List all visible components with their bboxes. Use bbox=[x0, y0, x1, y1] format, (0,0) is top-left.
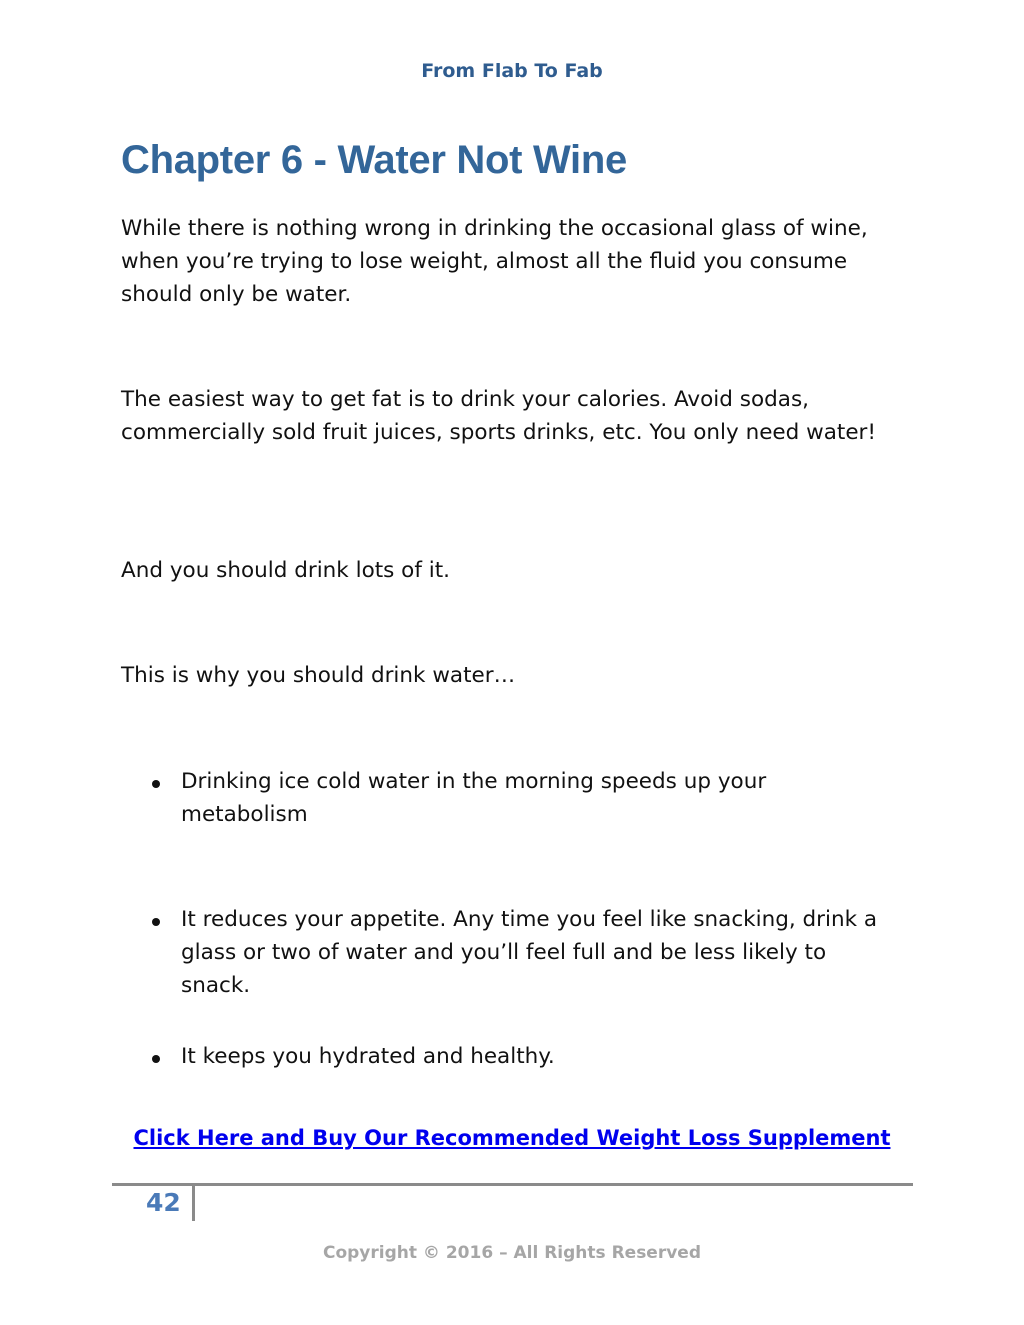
paragraph-calories: The easiest way to get fat is to drink your calories. Avoid sodas, commercially sold fruit juices, sports drinks, etc. You only need water! bbox=[121, 387, 877, 445]
bullet-item-appetite bbox=[121, 903, 901, 1002]
bullet-text: It keeps you hydrated and healthy. bbox=[181, 1044, 555, 1069]
bullet-item-metabolism bbox=[121, 765, 901, 831]
footer-divider bbox=[112, 1183, 913, 1186]
paragraph-drink-lots: And you should drink lots of it. bbox=[121, 558, 450, 583]
running-header-title: From Flab To Fab bbox=[421, 60, 603, 82]
bullet-icon bbox=[152, 780, 160, 788]
bullet-icon bbox=[152, 1055, 160, 1063]
paragraph-why-water: This is why you should drink water… bbox=[121, 663, 516, 688]
bullet-text: It reduces your appetite. Any time you feel like snacking, drink a glass or two of water and you’ll feel full and be less likely to snack. bbox=[181, 907, 878, 998]
bullet-icon bbox=[152, 918, 160, 926]
bullet-text: Drinking ice cold water in the morning speeds up your metabolism bbox=[181, 769, 767, 827]
paragraph-intro: While there is nothing wrong in drinking the occasional glass of wine, when you’re trying to lose weight, almost all the fluid you consume should only be water. bbox=[121, 216, 868, 307]
chapter-title: Chapter 6 - Water Not Wine bbox=[121, 138, 627, 182]
buy-supplement-link[interactable]: Click Here and Buy Our Recommended Weight Loss Supplement bbox=[133, 1126, 891, 1150]
bullet-item-hydrated bbox=[121, 1040, 901, 1073]
page-number: 42 bbox=[146, 1188, 181, 1217]
page-number-divider bbox=[192, 1186, 195, 1221]
copyright-notice: Copyright © 2016 – All Rights Reserved bbox=[322, 1243, 702, 1263]
